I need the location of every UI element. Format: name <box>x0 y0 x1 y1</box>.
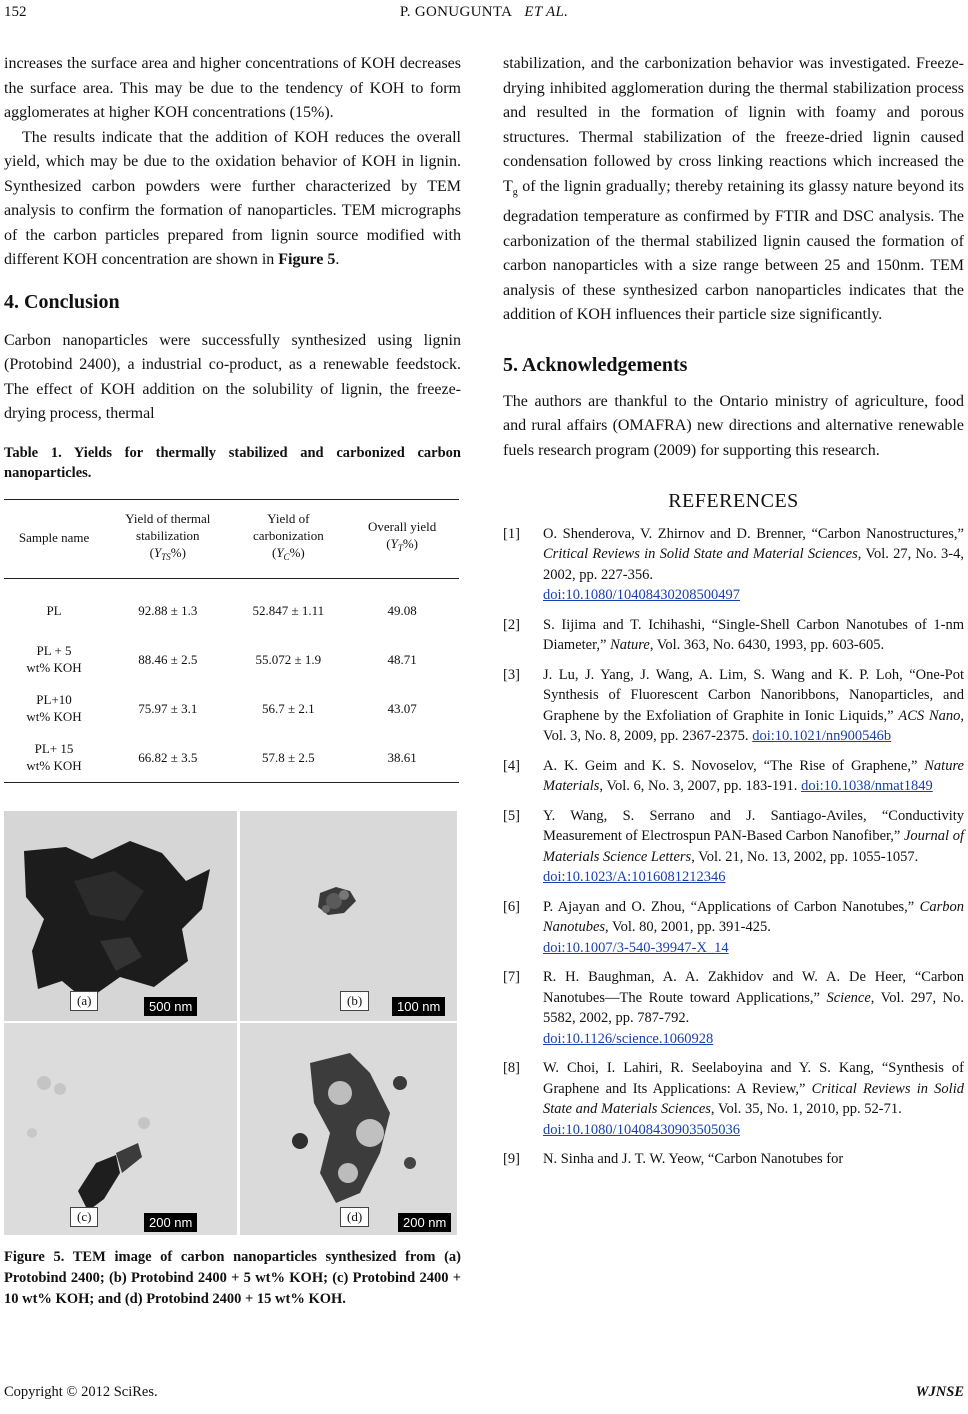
reference-source: Nature Materials <box>543 757 964 795</box>
reference-number: [6] <box>503 898 520 915</box>
yields-table <box>4 499 459 783</box>
reference-source: Carbon Nanotubes <box>543 898 964 936</box>
paragraph: The results indicate that the addition of KOH reduces the overall yield, which may be due to the oxidation behavior of KOH in lignin. Synthesized carbon powders were further characterized by TEM analysis to confirm the formation of nanoparticles. TEM micrographs of the carbon particles prepared from lignin source modified with different KOH concentration are shown in Figure 5. <box>4 128 461 268</box>
table-cell: 52.847 ± 1.11 <box>252 602 325 618</box>
reference-text: W. Choi, I. Lahiri, R. Seelaboyina and Y. S. Kang, “Synthesis of Graphene and Its Applications: A Review,” <box>543 1060 964 1097</box>
reference-details: , Vol. 363, No. 6430, 1993, pp. 603-605. <box>649 637 885 654</box>
table-header-text: Yield of thermal stabilization <box>125 510 211 543</box>
reference-source: Nature <box>610 637 650 654</box>
reference-details: , Vol. 6, No. 3, 2007, pp. 183-191. <box>599 778 802 795</box>
reference-item <box>503 665 964 747</box>
table-header-row <box>4 499 459 578</box>
reference-details: , Vol. 35, No. 1, 2010, pp. 52-71. <box>710 1101 902 1118</box>
reference-details: , Vol. 21, No. 13, 2002, pp. 1055-1057. <box>691 848 919 865</box>
table-header-text: Yield of carbonization <box>252 510 324 543</box>
tem-image-a <box>4 811 237 1021</box>
reference-item <box>503 1058 964 1140</box>
panel-label: (d) <box>340 1207 369 1227</box>
table-cell: 92.88 ± 1.3 <box>138 602 198 618</box>
symbol-subscript: C <box>283 551 290 562</box>
scale-bar: 200 nm <box>144 1213 197 1232</box>
table-cell <box>4 635 104 684</box>
reference-source: Critical Reviews in Solid State and Material Sciences <box>543 546 858 563</box>
reference-details: , Vol. 80, 2001, pp. 391-425. <box>605 919 771 936</box>
section-heading-acknowledgements: 5. Acknowledgements <box>503 353 688 376</box>
reference-doi-link[interactable]: doi:10.1080/10408430903505036 <box>543 1121 740 1138</box>
journal-name: WJNSE <box>915 1384 964 1400</box>
tem-panel-c <box>4 1023 237 1235</box>
reference-item <box>503 756 964 797</box>
reference-text: P. Ajayan and O. Zhou, “Applications of Carbon Nanotubes,” <box>543 898 920 915</box>
table-cell: 49.08 <box>387 602 417 618</box>
table-row <box>4 578 459 635</box>
left-column <box>4 52 461 1310</box>
reference-text: Y. Wang, S. Serrano and J. Santiago-Aviles, “Conductivity Measurement of Electrospun PAN-Based Carbon Nanofiber,” <box>543 807 964 845</box>
table-header: Yield of carbonization $(Y_C\%)$ <box>231 499 345 578</box>
running-head-authors: P. GONUGUNTA <box>399 4 513 20</box>
reference-doi-link[interactable]: doi:10.1126/science.1060928 <box>543 1030 714 1047</box>
running-head <box>0 4 968 21</box>
table-cell: 43.07 <box>387 700 417 716</box>
paragraph-text: The results indicate that the addition of KOH reduces the overall yield, which may be due to the oxidation behavior of KOH in lignin. Synthesized carbon powders were further characterized by TEM analysis to confirm the formation of nanoparticles. TEM micrographs of the carbon particles prepared from lignin source modified with different KOH concentration are shown in <box>4 128 461 268</box>
symbol: Y <box>276 544 284 560</box>
reference-item <box>503 615 964 656</box>
reference-text: R. H. Baughman, A. A. Zakhidov and W. A. De Heer, “Carbon Nanotubes—The Route toward Applications,” <box>543 969 964 1006</box>
tem-figure <box>4 811 460 1235</box>
table-cell <box>4 684 104 733</box>
reference-source: Journal of Materials Science Letters <box>543 828 964 865</box>
reference-item <box>503 897 964 959</box>
paragraph-text: stabilization, and the carbonization behavior was investigated. Freeze-drying inhibited agglomeration during the thermal stabilization process and resulted in the formation of lignin with foamy and porous structures. Thermal stabilization of the freeze-dried lignin caused condensation followed by cross linking reactions which increased the T <box>503 55 964 195</box>
paragraph <box>503 52 964 328</box>
panel-label: (a) <box>70 991 98 1011</box>
sample-name-line2: wt% KOH <box>26 758 82 773</box>
reference-details: , Vol. 297, No. 5582, 2002, pp. 787-792. <box>543 989 964 1027</box>
tem-panel-d <box>240 1023 457 1235</box>
sample-name: PL+10 <box>36 692 72 707</box>
right-column <box>503 52 964 1179</box>
reference-details: , Vol. 27, No. 3-4, 2002, pp. 227-356. <box>543 546 965 583</box>
reference-number: [2] <box>503 616 520 633</box>
figure-reference: Figure 5 <box>278 251 336 268</box>
section-heading-conclusion: 4. Conclusion <box>4 290 120 313</box>
table-caption: Table 1. Yields for thermally stabilized and carbonized carbon nanoparticles. <box>4 444 461 481</box>
table-cell: 66.82 ± 3.5 <box>104 733 231 783</box>
sample-name: PL+ 15 <box>34 741 74 756</box>
sample-name-line2: wt% KOH <box>26 660 82 675</box>
reference-details: , Vol. 3, No. 8, 2009, pp. 2367-2375. <box>543 707 964 745</box>
page-number: 152 <box>4 4 27 20</box>
table-header: Yield of thermal stabilization $(Y_{TS}\%)$ <box>104 499 231 578</box>
reference-doi-link[interactable]: doi:10.1080/10408430208500497 <box>543 587 740 604</box>
reference-text: S. Iijima and T. Ichihashi, “Single-Shell Carbon Nanotubes of 1-nm Diameter,” <box>543 616 964 654</box>
page-header <box>0 0 968 30</box>
table-cell: 38.61 <box>345 733 459 783</box>
reference-source: ACS Nano <box>898 707 961 724</box>
table-row <box>4 684 459 733</box>
symbol: Y <box>390 536 398 551</box>
reference-doi-link[interactable]: doi:10.1023/A:1016081212346 <box>543 869 726 886</box>
table-header: Overall yield $(Y_T\%)$ <box>345 499 459 578</box>
reference-item <box>503 806 964 888</box>
paragraph: The authors are thankful to the Ontario ministry of agriculture, food and rural affairs (OMAFRA) new directions and alternative renewable fuels research program (2009) for supporting this research. <box>503 392 964 459</box>
reference-item <box>503 524 964 606</box>
table-cell: 48.71 <box>387 651 417 667</box>
table-cell: 56.7 ± 2.1 <box>262 700 315 716</box>
reference-doi-link[interactable]: doi:10.1021/nn900546b <box>752 728 892 745</box>
reference-item <box>503 1149 964 1170</box>
panel-label: (c) <box>70 1207 98 1227</box>
sample-name: PL + 5 <box>36 643 72 658</box>
paragraph: Carbon nanoparticles were successfully synthesized using lignin (Protobind 2400), a industrial co-product, as a renewable feedstock. The effect of KOH addition on the solubility of lignin, the freeze-drying process, thermal <box>4 331 461 422</box>
table-header-text: Overall yield <box>368 519 437 534</box>
reference-number: [9] <box>503 1151 520 1168</box>
reference-item <box>503 967 964 1049</box>
symbol-subscript: T <box>397 543 403 553</box>
glass-transition-subscript: g <box>512 186 518 198</box>
tem-image-b <box>240 811 457 1021</box>
sample-name-line2: wt% KOH <box>26 709 82 724</box>
paragraph-text: of the lignin gradually; thereby retaining its glassy nature beyond its degradation temperature as confirmed by FTIR and DSC analysis. The carbonization of the thermal stabilized lignin caused the formation of carbon nanoparticles with a size range between 25 and 150nm. TEM analysis of these synthesized carbon nanoparticles indicates that the addition of KOH influences their particle size significantly. <box>503 177 964 324</box>
reference-doi-link[interactable]: doi:10.1007/3-540-39947-X_14 <box>543 939 729 956</box>
panel-label: (b) <box>340 991 369 1011</box>
scale-bar: 500 nm <box>144 997 197 1016</box>
reference-number: [5] <box>503 807 520 824</box>
reference-source: Science <box>826 989 871 1006</box>
reference-doi-link[interactable]: doi:10.1038/nmat1849 <box>801 778 933 795</box>
table-cell <box>4 733 104 783</box>
figure-caption: Figure 5. TEM image of carbon nanoparticles synthesized from (a) Protobind 2400; (b) Protobind 2400 + 5 wt% KOH; (c) Protobind 2400 + 10 wt% KOH; and (d) Protobind 2400 + 15 wt% KOH. <box>4 1248 461 1307</box>
copyright: Copyright © 2012 SciRes. <box>4 1384 158 1400</box>
tem-image-c <box>4 1023 237 1235</box>
table-cell: 75.97 ± 3.1 <box>138 700 198 716</box>
table-cell: 55.072 ± 1.9 <box>255 651 322 667</box>
reference-text: J. Lu, J. Yang, J. Wang, A. Lim, S. Wang and K. P. Loh, “One-Pot Synthesis of Fluorescent Carbon Nanoribbons, Nanoparticles, and Graphene by the Exfoliation of Graphite in Ionic Liquids,” <box>543 666 964 724</box>
running-head-etal: ET AL. <box>524 4 569 20</box>
reference-number: [4] <box>503 757 520 774</box>
table-header: Sample name <box>4 499 104 578</box>
reference-number: [8] <box>503 1060 520 1077</box>
tem-image-d <box>240 1023 457 1235</box>
reference-number: [1] <box>503 525 520 542</box>
table-cell: 57.8 ± 2.5 <box>231 733 345 783</box>
table-cell: 88.46 ± 2.5 <box>138 651 198 667</box>
symbol: Y <box>154 544 162 560</box>
scale-bar: 100 nm <box>392 997 445 1016</box>
reference-text: O. Shenderova, V. Zhirnov and D. Brenner, “Carbon Nanostructures,” <box>543 525 964 542</box>
reference-text: N. Sinha and J. T. W. Yeow, “Carbon Nanotubes for <box>543 1151 844 1168</box>
reference-text: A. K. Geim and K. S. Novoselov, “The Rise of Graphene,” <box>543 757 925 774</box>
scale-bar: 200 nm <box>398 1213 451 1232</box>
table-cell <box>4 578 104 635</box>
symbol-subscript: TS <box>161 551 171 562</box>
reference-number: [7] <box>503 969 520 986</box>
reference-source: Critical Reviews in Solid State and Materials Sciences <box>543 1080 964 1118</box>
tem-panel-b <box>240 811 457 1021</box>
reference-number: [3] <box>503 666 520 683</box>
sample-name: PL <box>46 602 62 618</box>
table-row <box>4 733 459 783</box>
references-heading: REFERENCES <box>668 490 799 513</box>
table-row <box>4 635 459 684</box>
paragraph: increases the surface area and higher concentrations of KOH decreases the surface area. This may be due to the tendency of KOH to form agglomerates at higher KOH concentrations (15%). <box>4 55 461 121</box>
tem-panel-a <box>4 811 237 1021</box>
